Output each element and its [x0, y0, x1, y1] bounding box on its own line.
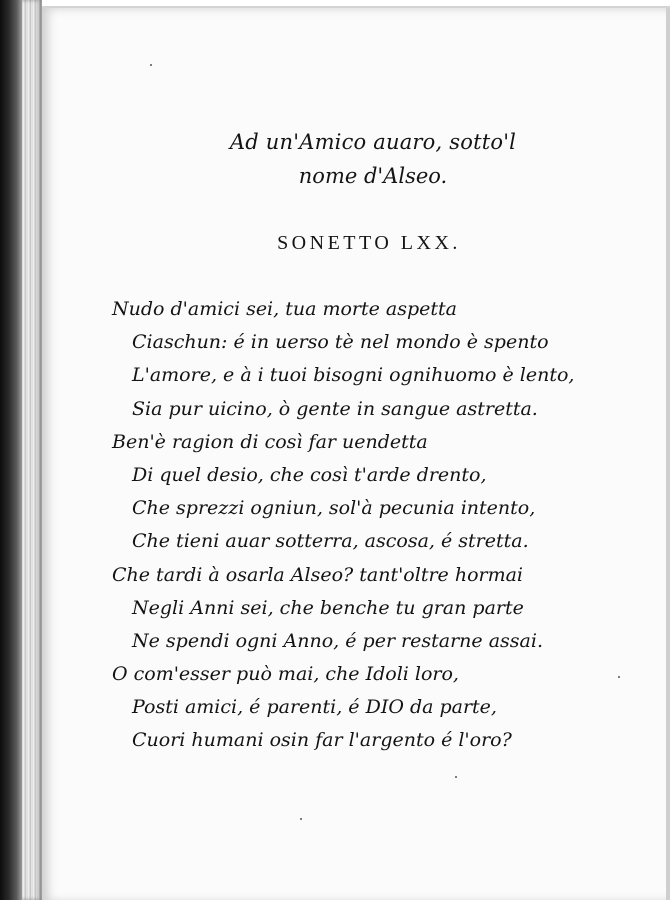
book-binding-edge [0, 0, 22, 900]
poem-line: Che tieni auar sotterra, ascosa, é stretta. [132, 530, 529, 553]
ink-speck [150, 64, 152, 66]
poem-line: Ben'è ragion di così far uendetta [112, 430, 428, 453]
poem-line: Ne spendi ogni Anno, é per restarne assai. [132, 629, 543, 652]
ink-speck [618, 676, 620, 678]
poem-line: Di quel desio, che così t'arde drento, [132, 463, 487, 486]
page-right-edge [666, 8, 670, 900]
poem-line: L'amore, e à i tuoi bisogni ognihuomo è lento, [132, 364, 575, 387]
title-line-2: nome d'Alseo. [298, 164, 448, 188]
poem-line: Ciaschun: é in uerso tè nel mondo è spento [132, 331, 549, 354]
title-line-1: Ad un'Amico auaro, sotto'l [229, 130, 517, 154]
ink-speck [300, 818, 302, 820]
sonnet-body [112, 293, 652, 758]
poem-line: Nudo d'amici sei, tua morte aspetta [112, 298, 457, 320]
ink-speck [455, 776, 457, 778]
poem-line: O com'esser può mai, che Idoli loro, [112, 663, 459, 686]
poem-line: Che sprezzi ogniun, sol'à pecunia intento, [132, 497, 536, 520]
page-stack-edges [22, 0, 42, 900]
sonnet-heading: SONETTO LXX. [277, 232, 461, 254]
poem-line: Negli Anni sei, che benche tu gran parte [132, 596, 524, 619]
poem-line: Cuori humani osin far l'argento é l'oro? [132, 729, 512, 752]
poem-line: Sia pur uicino, ò gente in sangue astretta. [132, 397, 538, 420]
poem-line: Che tardi à osarla Alseo? tant'oltre hormai [112, 563, 524, 586]
poem-line: Posti amici, é parenti, é DIO da parte, [132, 696, 497, 719]
